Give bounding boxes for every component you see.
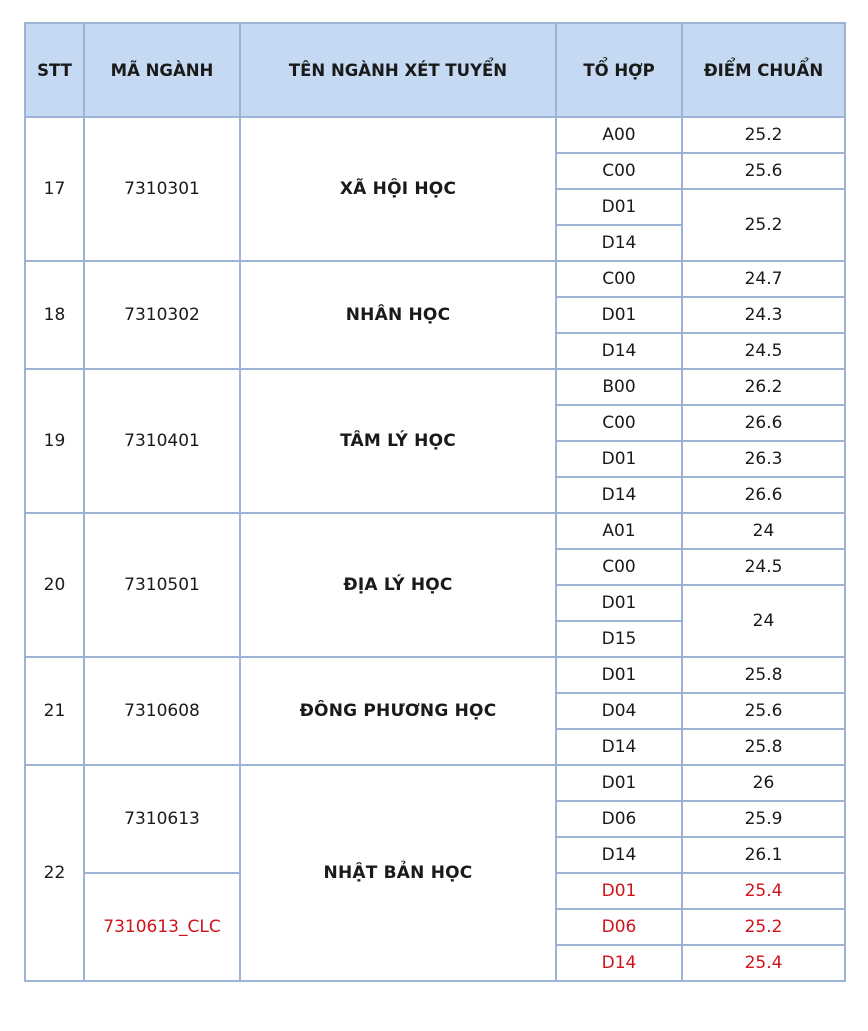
combo-cell: D15: [556, 621, 682, 657]
combo-cell-clc: D01: [556, 873, 682, 909]
table-row: [25, 657, 845, 693]
table-row: [25, 261, 845, 297]
major-code-cell: 7310301: [84, 117, 240, 261]
stt-cell: 19: [25, 369, 84, 513]
stt-cell: 17: [25, 117, 84, 261]
combo-cell: D01: [556, 297, 682, 333]
table-row: [25, 513, 845, 549]
major-code-cell: 7310501: [84, 513, 240, 657]
score-cell: 25.9: [682, 801, 845, 837]
combo-cell: D14: [556, 837, 682, 873]
combo-cell: D04: [556, 693, 682, 729]
table-row: [25, 765, 845, 801]
combo-cell: D14: [556, 477, 682, 513]
score-cell: 24.7: [682, 261, 845, 297]
combo-cell-clc: D14: [556, 945, 682, 981]
combo-cell: A00: [556, 117, 682, 153]
score-cell: 24.5: [682, 333, 845, 369]
combo-cell: D14: [556, 225, 682, 261]
score-cell: 24: [682, 585, 845, 657]
stt-cell: 22: [25, 765, 84, 981]
major-name-cell: ĐỊA LÝ HỌC: [240, 513, 556, 657]
table-row: [25, 117, 845, 153]
score-cell: 25.8: [682, 657, 845, 693]
combo-cell: D01: [556, 765, 682, 801]
major-name-cell: XÃ HỘI HỌC: [240, 117, 556, 261]
combo-cell: C00: [556, 153, 682, 189]
score-cell-clc: 25.4: [682, 945, 845, 981]
major-code-cell: 7310608: [84, 657, 240, 765]
combo-cell: D14: [556, 729, 682, 765]
score-cell-clc: 25.4: [682, 873, 845, 909]
score-cell: 25.6: [682, 153, 845, 189]
score-cell: 26.1: [682, 837, 845, 873]
combo-cell-clc: D06: [556, 909, 682, 945]
major-name-cell: NHẬT BẢN HỌC: [240, 765, 556, 981]
table-row: [25, 369, 845, 405]
score-cell: 26: [682, 765, 845, 801]
combo-cell: A01: [556, 513, 682, 549]
header-stt: STT: [25, 23, 84, 117]
table-header-row: [25, 23, 845, 117]
stt-cell: 18: [25, 261, 84, 369]
major-code-cell: 7310401: [84, 369, 240, 513]
score-cell: 24: [682, 513, 845, 549]
score-cell: 25.2: [682, 117, 845, 153]
score-cell: 26.3: [682, 441, 845, 477]
admission-score-table: [24, 22, 846, 982]
stt-cell: 20: [25, 513, 84, 657]
score-cell: 25.2: [682, 189, 845, 261]
score-cell: 24.5: [682, 549, 845, 585]
score-cell: 25.8: [682, 729, 845, 765]
score-cell: 26.6: [682, 405, 845, 441]
header-major-name: TÊN NGÀNH XÉT TUYỂN: [240, 23, 556, 117]
combo-cell: C00: [556, 549, 682, 585]
major-name-cell: ĐÔNG PHƯƠNG HỌC: [240, 657, 556, 765]
major-code-cell: 7310613: [84, 765, 240, 873]
stt-cell: 21: [25, 657, 84, 765]
combo-cell: C00: [556, 405, 682, 441]
score-cell-clc: 25.2: [682, 909, 845, 945]
score-cell: 26.2: [682, 369, 845, 405]
major-name-cell: NHÂN HỌC: [240, 261, 556, 369]
major-code-cell: 7310302: [84, 261, 240, 369]
combo-cell: D06: [556, 801, 682, 837]
combo-cell: D01: [556, 189, 682, 225]
score-cell: 26.6: [682, 477, 845, 513]
score-cell: 24.3: [682, 297, 845, 333]
combo-cell: D14: [556, 333, 682, 369]
combo-cell: C00: [556, 261, 682, 297]
score-cell: 25.6: [682, 693, 845, 729]
combo-cell: D01: [556, 585, 682, 621]
major-code-clc-cell: 7310613_CLC: [84, 873, 240, 981]
header-subject-combo: TỔ HỢP: [556, 23, 682, 117]
major-name-cell: TÂM LÝ HỌC: [240, 369, 556, 513]
combo-cell: B00: [556, 369, 682, 405]
combo-cell: D01: [556, 441, 682, 477]
header-major-code: MÃ NGÀNH: [84, 23, 240, 117]
combo-cell: D01: [556, 657, 682, 693]
header-cutoff-score: ĐIỂM CHUẨN: [682, 23, 845, 117]
